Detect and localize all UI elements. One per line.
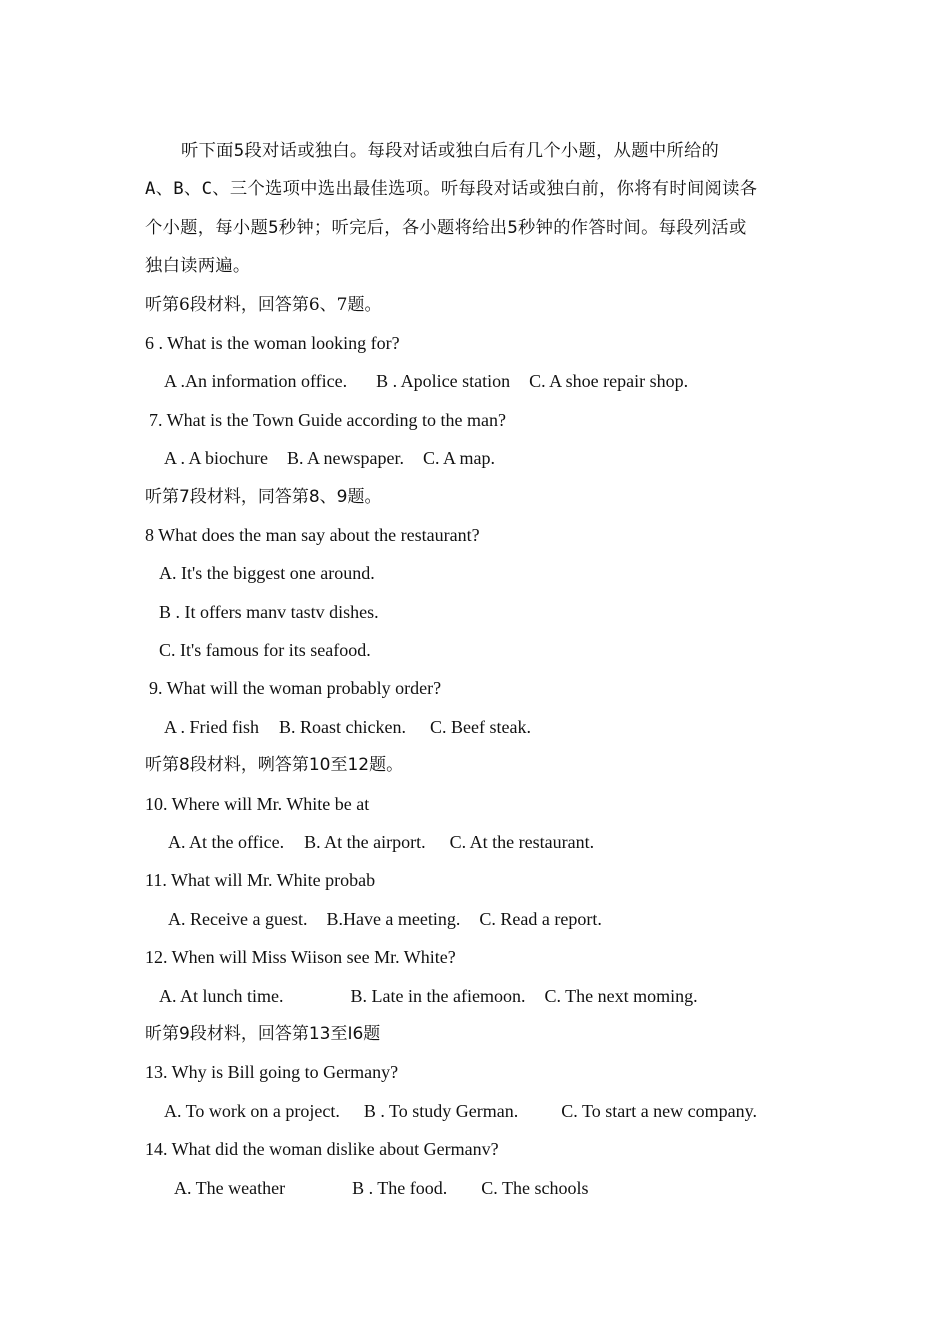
question-11-stem: 11. What will Mr. White probab: [145, 870, 376, 891]
question-7-options: [145, 439, 825, 477]
intro-line-1: 听下面5段对话或独白。每段对话或独白后有几个小题，从题中所给的: [181, 141, 720, 161]
option-b: B. A newspaper.: [287, 448, 404, 469]
section-7-heading: 听第7段材料，同答第8、9题。: [145, 486, 382, 507]
option-c: C. A map.: [423, 448, 496, 469]
option-a: A . Fried fish: [164, 716, 260, 737]
question-10-options: [145, 823, 825, 861]
option-c: C. To start a new company.: [561, 1100, 757, 1121]
option-a: A. At the office.: [168, 832, 285, 853]
question-13-stem: 13. Why is Bill going to Germany?: [145, 1062, 399, 1083]
question-8-option-c: C. It's famous for its seafood.: [159, 640, 371, 661]
option-a: A. Receive a guest.: [168, 908, 308, 929]
question-8-option-b: B . It offers manv tastv dishes.: [159, 601, 379, 622]
section-8-heading: 听第8段材料，咧答第10至12题。: [145, 755, 404, 776]
question-8-option-a: A. It's the biggest one around.: [159, 563, 375, 584]
option-b: B . Apolice station: [376, 371, 511, 392]
option-b: B. Roast chicken.: [279, 716, 406, 737]
option-c: C. Read a report.: [479, 908, 602, 929]
question-8-stem: 8 What does the man say about the restaurant?: [145, 524, 480, 545]
option-b: B . The food.: [352, 1177, 448, 1198]
option-b: B. Late in the afiemoon.: [350, 985, 526, 1006]
question-6-stem: 6 . What is the woman looking for?: [145, 332, 400, 353]
section-6-heading: 听第6段材料，回答第6、7题。: [145, 294, 382, 315]
intro-line-3: 个小题，每小题5秒钟；听完后，各小题将给出5秒钟的作答时间。每段列活或: [145, 217, 747, 238]
question-6-options: [145, 362, 825, 400]
option-c: C. Beef steak.: [430, 716, 531, 737]
document-page: [145, 132, 825, 1207]
option-b: B.Have a meeting.: [326, 908, 461, 929]
question-14-options: [145, 1169, 825, 1207]
question-13-options: [145, 1092, 825, 1130]
option-a: A. The weather: [174, 1177, 286, 1198]
question-12-stem: 12. When will Miss Wiison see Mr. White?: [145, 947, 456, 968]
option-a: A .An information office.: [164, 371, 348, 392]
section-9-heading: 昕第9段材料，回答第13至I6题: [145, 1023, 381, 1044]
question-12-options: [145, 977, 825, 1015]
option-c: C. At the restaurant.: [449, 832, 595, 853]
option-c: C. The next moming.: [544, 985, 698, 1006]
option-a: A. To work on a project.: [164, 1100, 340, 1121]
option-c: C. The schools: [481, 1177, 589, 1198]
option-b: B. At the airport.: [304, 832, 426, 853]
option-a: A. At lunch time.: [159, 985, 284, 1006]
question-10-stem: 10. Where will Mr. White be at: [145, 793, 370, 814]
intro-line-4: 独白读两遍。: [145, 256, 251, 277]
question-9-options: [145, 708, 825, 746]
question-7-stem: 7. What is the Town Guide according to the man?: [149, 409, 506, 430]
question-14-stem: 14. What did the woman dislike about Germanv?: [145, 1139, 499, 1160]
intro-line-2: A、B、C、三个选项中选出最佳选项。听每段对话或独白前，你将有时间阅读各: [145, 179, 758, 200]
option-b: B . To study German.: [363, 1100, 519, 1121]
question-9-stem: 9. What will the woman probably order?: [149, 678, 442, 699]
question-11-options: [145, 900, 825, 938]
option-c: C. A shoe repair shop.: [529, 371, 689, 392]
option-a: A . A biochure: [164, 448, 268, 469]
